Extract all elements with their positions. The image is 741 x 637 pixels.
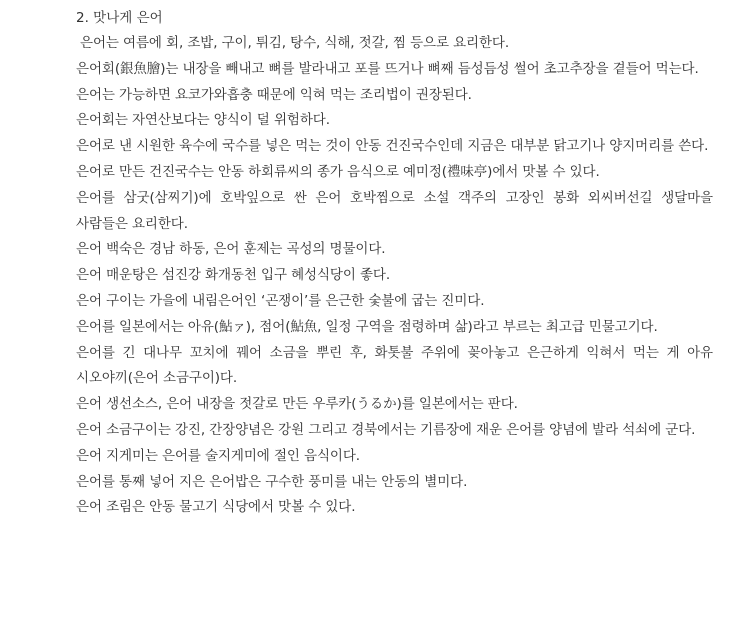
paragraph-salt-grill: 은어 소금구이는 강진, 간장양념은 강원 그리고 경북에서는 기름장에 재운 은어를 양념에 발라 석쇠에 군다. [76, 421, 696, 438]
paragraph-farmed-safety: 은어회는 자연산보다는 양식이 덜 위험하다. [76, 112, 330, 129]
paragraph-eoeohoe: 은어회(銀魚膾)는 내장을 빼내고 뼈를 발라내고 포를 뜨거나 뼈째 듬성듬성 썰어 초고추장을 곁들어 먹는다. [76, 60, 699, 77]
paragraph-dishes-overview: 은어는 여름에 회, 조밥, 구이, 튀김, 탕수, 식해, 젓갈, 찜 등으로 요리한다. [80, 35, 510, 51]
paragraph-japan-ayu: 은어를 일본에서는 아유(鮎ァ), 점어(鮎魚, 일정 구역을 점령하며 삶)라고 부르는 최고급 민물고기다. [76, 318, 658, 335]
paragraph-cooking-advice: 은어는 가능하면 요코가와흡충 때문에 익혀 먹는 조리법이 권장된다. [76, 86, 472, 103]
paragraph-jorim: 은어 조림은 안동 물고기 식당에서 맛볼 수 있다. [76, 499, 356, 516]
paragraph-uruka: 은어 생선소스, 은어 내장을 젓갈로 만든 우루카(うるか)를 일본에서는 판다. [76, 396, 518, 413]
paragraph-baeksuk-smoked: 은어 백숙은 경남 하동, 은어 훈제는 곡성의 명물이다. [76, 241, 386, 258]
paragraph-maeuntang: 은어 매운탕은 섬진강 화개동천 입구 혜성식당이 좋다. [76, 267, 391, 284]
paragraph-yemijeong: 은어로 만든 건진국수는 안동 하회류씨의 종가 음식으로 예미정(禮味亭)에서 맛볼 수 있다. [76, 163, 600, 180]
paragraph-hobak-jjim: 은어를 삼굿(삼찌기)에 호박잎으로 싼 은어 호박찜으로 소설 객주의 고장인 봉화 외씨버선길 생달마을 사람들은 요리한다. [76, 189, 713, 232]
paragraph-eoeobap: 은어를 통째 넣어 지은 은어밥은 구수한 풍미를 내는 안동의 별미다. [76, 473, 468, 490]
paragraph-shioyaki: 은어를 긴 대나무 꼬치에 꿰어 소금을 뿌린 후, 화톳불 주위에 꽂아놓고 은근하게 익혀서 먹는 게 아유 시오야끼(은어 소금구이)다. [76, 344, 713, 387]
paragraph-jigemi: 은어 지게미는 은어를 술지게미에 절인 음식이다. [76, 447, 360, 464]
paragraph-gui: 은어 구이는 가을에 내림은어인 ‘곤쟁이’를 은근한 숯불에 굽는 진미다. [76, 292, 485, 309]
paragraph-geonjin-noodles: 은어로 낸 시원한 육수에 국수를 넣은 먹는 것이 안동 건진국수인데 지금은 대부분 닭고기나 양지머리를 쓴다. [76, 138, 709, 155]
section-heading: 2. 맛나게 은어 [76, 10, 163, 26]
